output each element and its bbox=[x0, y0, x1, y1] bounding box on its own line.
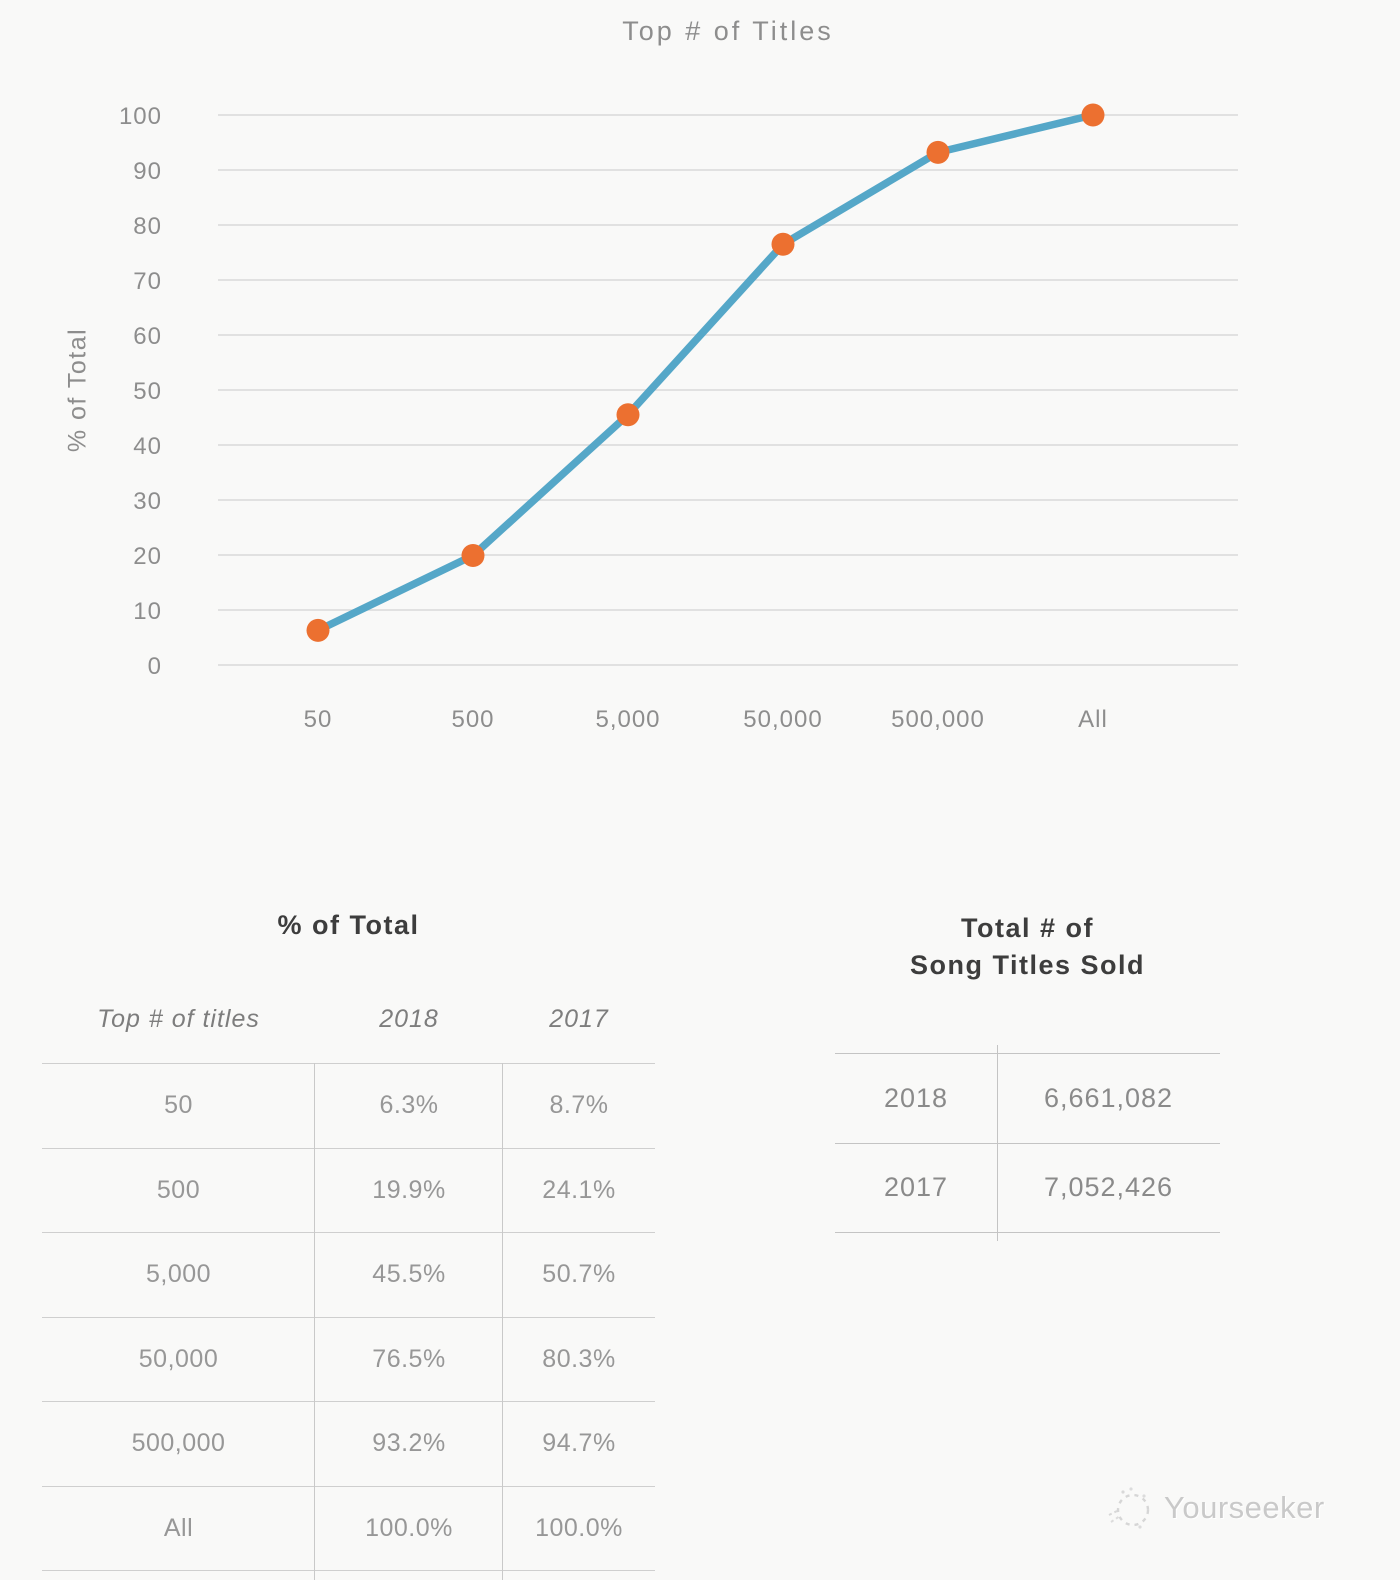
y-tick-label: 20 bbox=[133, 543, 162, 570]
pct-table-cell: 94.7% bbox=[542, 1429, 616, 1458]
pct-table-cell: 93.2% bbox=[372, 1429, 446, 1458]
data-point-marker bbox=[1082, 104, 1105, 127]
y-tick-label: 30 bbox=[133, 488, 162, 515]
totals-table-cell: 2018 bbox=[883, 1082, 949, 1113]
totals-table-row bbox=[835, 1143, 1220, 1234]
pct-table-cell: 50 bbox=[164, 1091, 193, 1120]
totals-title-line1: Total # of bbox=[961, 913, 1094, 943]
pct-table-cell: 80.3% bbox=[542, 1344, 616, 1373]
totals-table-cell: 2017 bbox=[883, 1172, 949, 1203]
pct-table-cell: 76.5% bbox=[372, 1344, 446, 1373]
x-tick-label: 5,000 bbox=[595, 706, 661, 733]
yourseeker-logo-icon bbox=[1100, 1482, 1158, 1534]
y-tick-label: 70 bbox=[133, 268, 162, 295]
y-tick-label: 60 bbox=[133, 323, 162, 350]
y-tick-label: 100 bbox=[118, 103, 162, 130]
totals-table-cell: 6,661,082 bbox=[1043, 1082, 1174, 1113]
pct-table-cell: 50,000 bbox=[138, 1344, 219, 1373]
x-tick-label: 500 bbox=[451, 706, 495, 733]
line-chart bbox=[0, 0, 1400, 770]
chart-title: Top # of Titles bbox=[622, 16, 834, 46]
x-tick-label: 500,000 bbox=[891, 706, 985, 733]
pct-table-divider bbox=[314, 1063, 315, 1580]
x-tick-label: 50,000 bbox=[743, 706, 823, 733]
pct-table-cell: 19.9% bbox=[372, 1175, 446, 1204]
pct-table-row bbox=[42, 1148, 655, 1233]
pct-table-row bbox=[42, 1401, 655, 1486]
y-tick-label: 10 bbox=[133, 598, 162, 625]
pct-table-cell: 500 bbox=[156, 1175, 201, 1204]
pct-col-header-2017: 2017 bbox=[549, 1005, 609, 1033]
totals-table-divider bbox=[997, 1045, 998, 1241]
totals-table-row bbox=[835, 1053, 1220, 1143]
pct-table-cell: 500,000 bbox=[131, 1429, 226, 1458]
watermark-label: Yourseeker bbox=[1164, 1490, 1325, 1525]
watermark bbox=[1100, 1482, 1325, 1534]
pct-table-cell: 8.7% bbox=[549, 1091, 609, 1120]
data-line bbox=[318, 115, 1093, 630]
pct-table-row bbox=[42, 1063, 655, 1148]
totals-table-title bbox=[835, 910, 1220, 984]
pct-table-cell: 50.7% bbox=[542, 1260, 616, 1289]
x-tick-label: All bbox=[1078, 706, 1108, 733]
pct-table-cell: 6.3% bbox=[379, 1091, 439, 1120]
pct-table-cell: All bbox=[163, 1513, 194, 1542]
pct-table-row bbox=[42, 1317, 655, 1402]
pct-table-divider bbox=[502, 1063, 503, 1580]
pct-col-header-2018: 2018 bbox=[379, 1005, 439, 1033]
data-point-marker bbox=[927, 141, 950, 164]
totals-title-line2: Song Titles Sold bbox=[909, 950, 1146, 980]
pct-table-cell: 100.0% bbox=[365, 1513, 453, 1542]
pct-table-cell: 45.5% bbox=[372, 1260, 446, 1289]
y-tick-label: 80 bbox=[133, 213, 162, 240]
y-tick-label: 50 bbox=[133, 378, 162, 405]
data-point-marker bbox=[617, 403, 640, 426]
data-point-marker bbox=[772, 233, 795, 256]
pct-table-cell: 100.0% bbox=[535, 1513, 623, 1542]
data-point-marker bbox=[307, 619, 330, 642]
pct-table-body bbox=[42, 1063, 655, 1571]
pct-table-cell: 5,000 bbox=[145, 1260, 212, 1289]
x-tick-label: 50 bbox=[303, 706, 333, 733]
pct-table-header bbox=[42, 1005, 655, 1034]
data-point-marker bbox=[462, 544, 485, 567]
pct-table-cell: 24.1% bbox=[542, 1175, 616, 1204]
totals-table-cell: 7,052,426 bbox=[1043, 1172, 1174, 1203]
pct-table-title: % of Total bbox=[277, 910, 420, 940]
pct-table-row bbox=[42, 1232, 655, 1317]
totals-table-body bbox=[835, 1053, 1220, 1233]
y-axis-title: % of Total bbox=[63, 327, 92, 453]
y-tick-label: 40 bbox=[133, 433, 162, 460]
pct-col-header-titles: Top # of titles bbox=[97, 1005, 260, 1033]
pct-table-row bbox=[42, 1486, 655, 1572]
y-tick-label: 0 bbox=[147, 653, 162, 680]
y-tick-label: 90 bbox=[133, 158, 162, 185]
